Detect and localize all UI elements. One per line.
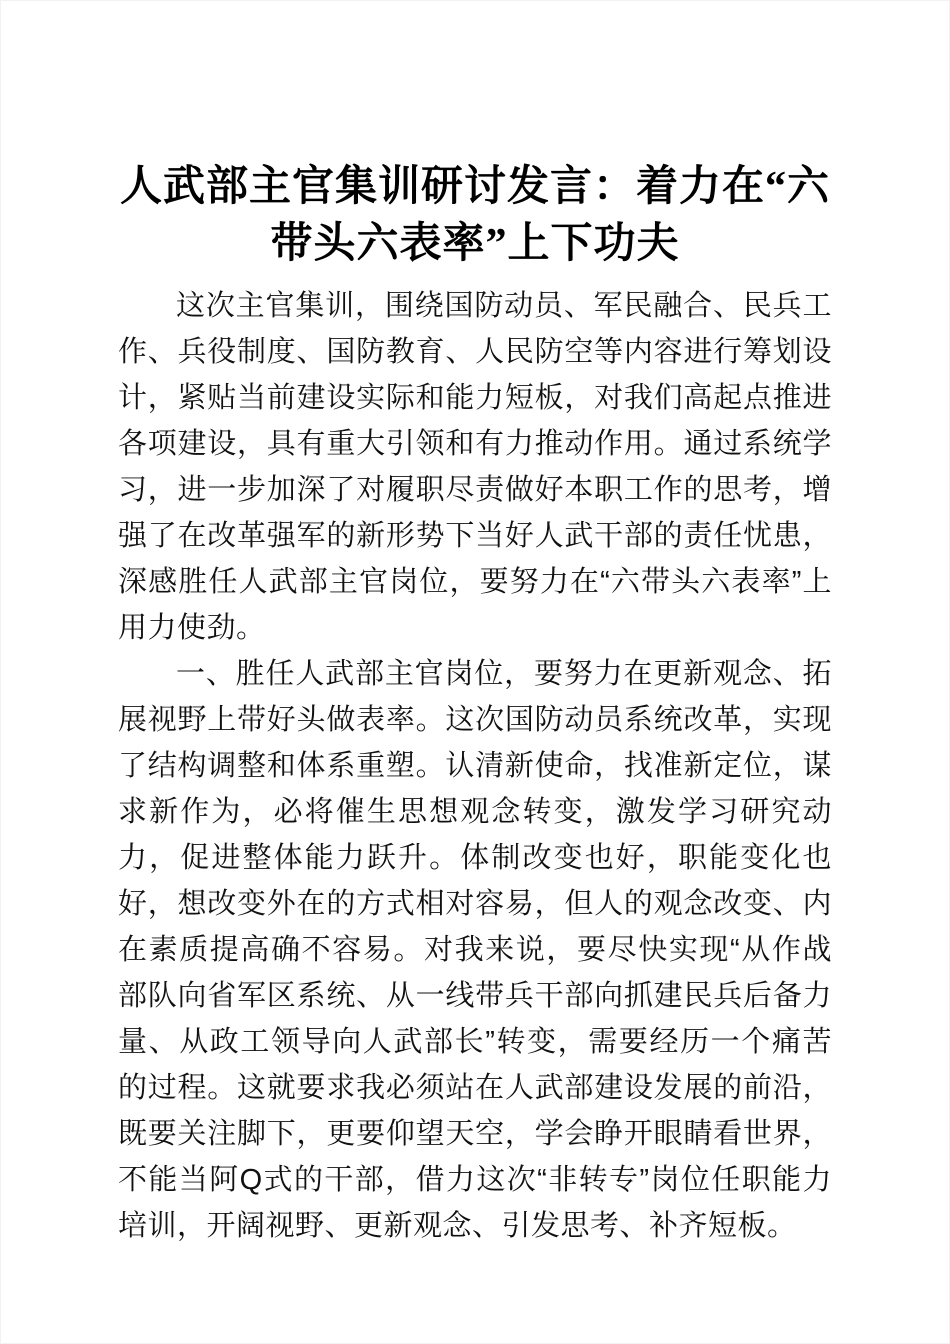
body-paragraph-2: 一、胜任人武部主官岗位，要努力在更新观念、拓展视野上带好头做表率。这次国防动员系统改革，实现了结构调整和体系重塑。认清新使命，找准新定位，谋求新作为，必将催生思想观念转变，激发学习研究动力，促进整体能力跃升。体制改变也好，职能变化也好，想改变外在的方式相对容易，但人的观念改变、内在素质提高确不容易。对我来说，要尽快实现“从作战部队向省军区系统、从一线带兵干部向抓建民兵后备力量、从政工领导向人武部长”转变，需要经历一个痛苦的过程。这就要求我必须站在人武部建设发展的前沿，既要关注脚下，更要仰望天空，学会睁开眼睛看世界，不能当阿Q式的干部，借力这次“非转专”岗位任职能力培训，开阔视野、更新观念、引发思考、补齐短板。	[118, 658, 832, 1242]
document-title-line-2: 带头六表率”上下功夫	[270, 221, 680, 267]
body-paragraph-1: 这次主官集训，围绕国防动员、军民融合、民兵工作、兵役制度、国防教育、人民防空等内容进行筹划设计，紧贴当前建设实际和能力短板，对我们高起点推进各项建设，具有重大引领和有力推动作用。通过系统学习，进一步加深了对履职尽责做好本职工作的思考，增强了在改革强军的新形势下当好人武干部的责任忧患，深感胜任人武部主官岗位，要努力在“六带头六表率”上用力使劲。	[118, 290, 832, 644]
document-title	[106, 159, 844, 273]
document-body	[118, 283, 832, 1249]
document-title-line-1: 人武部主官集训研讨发言：着力在“六	[119, 164, 830, 210]
